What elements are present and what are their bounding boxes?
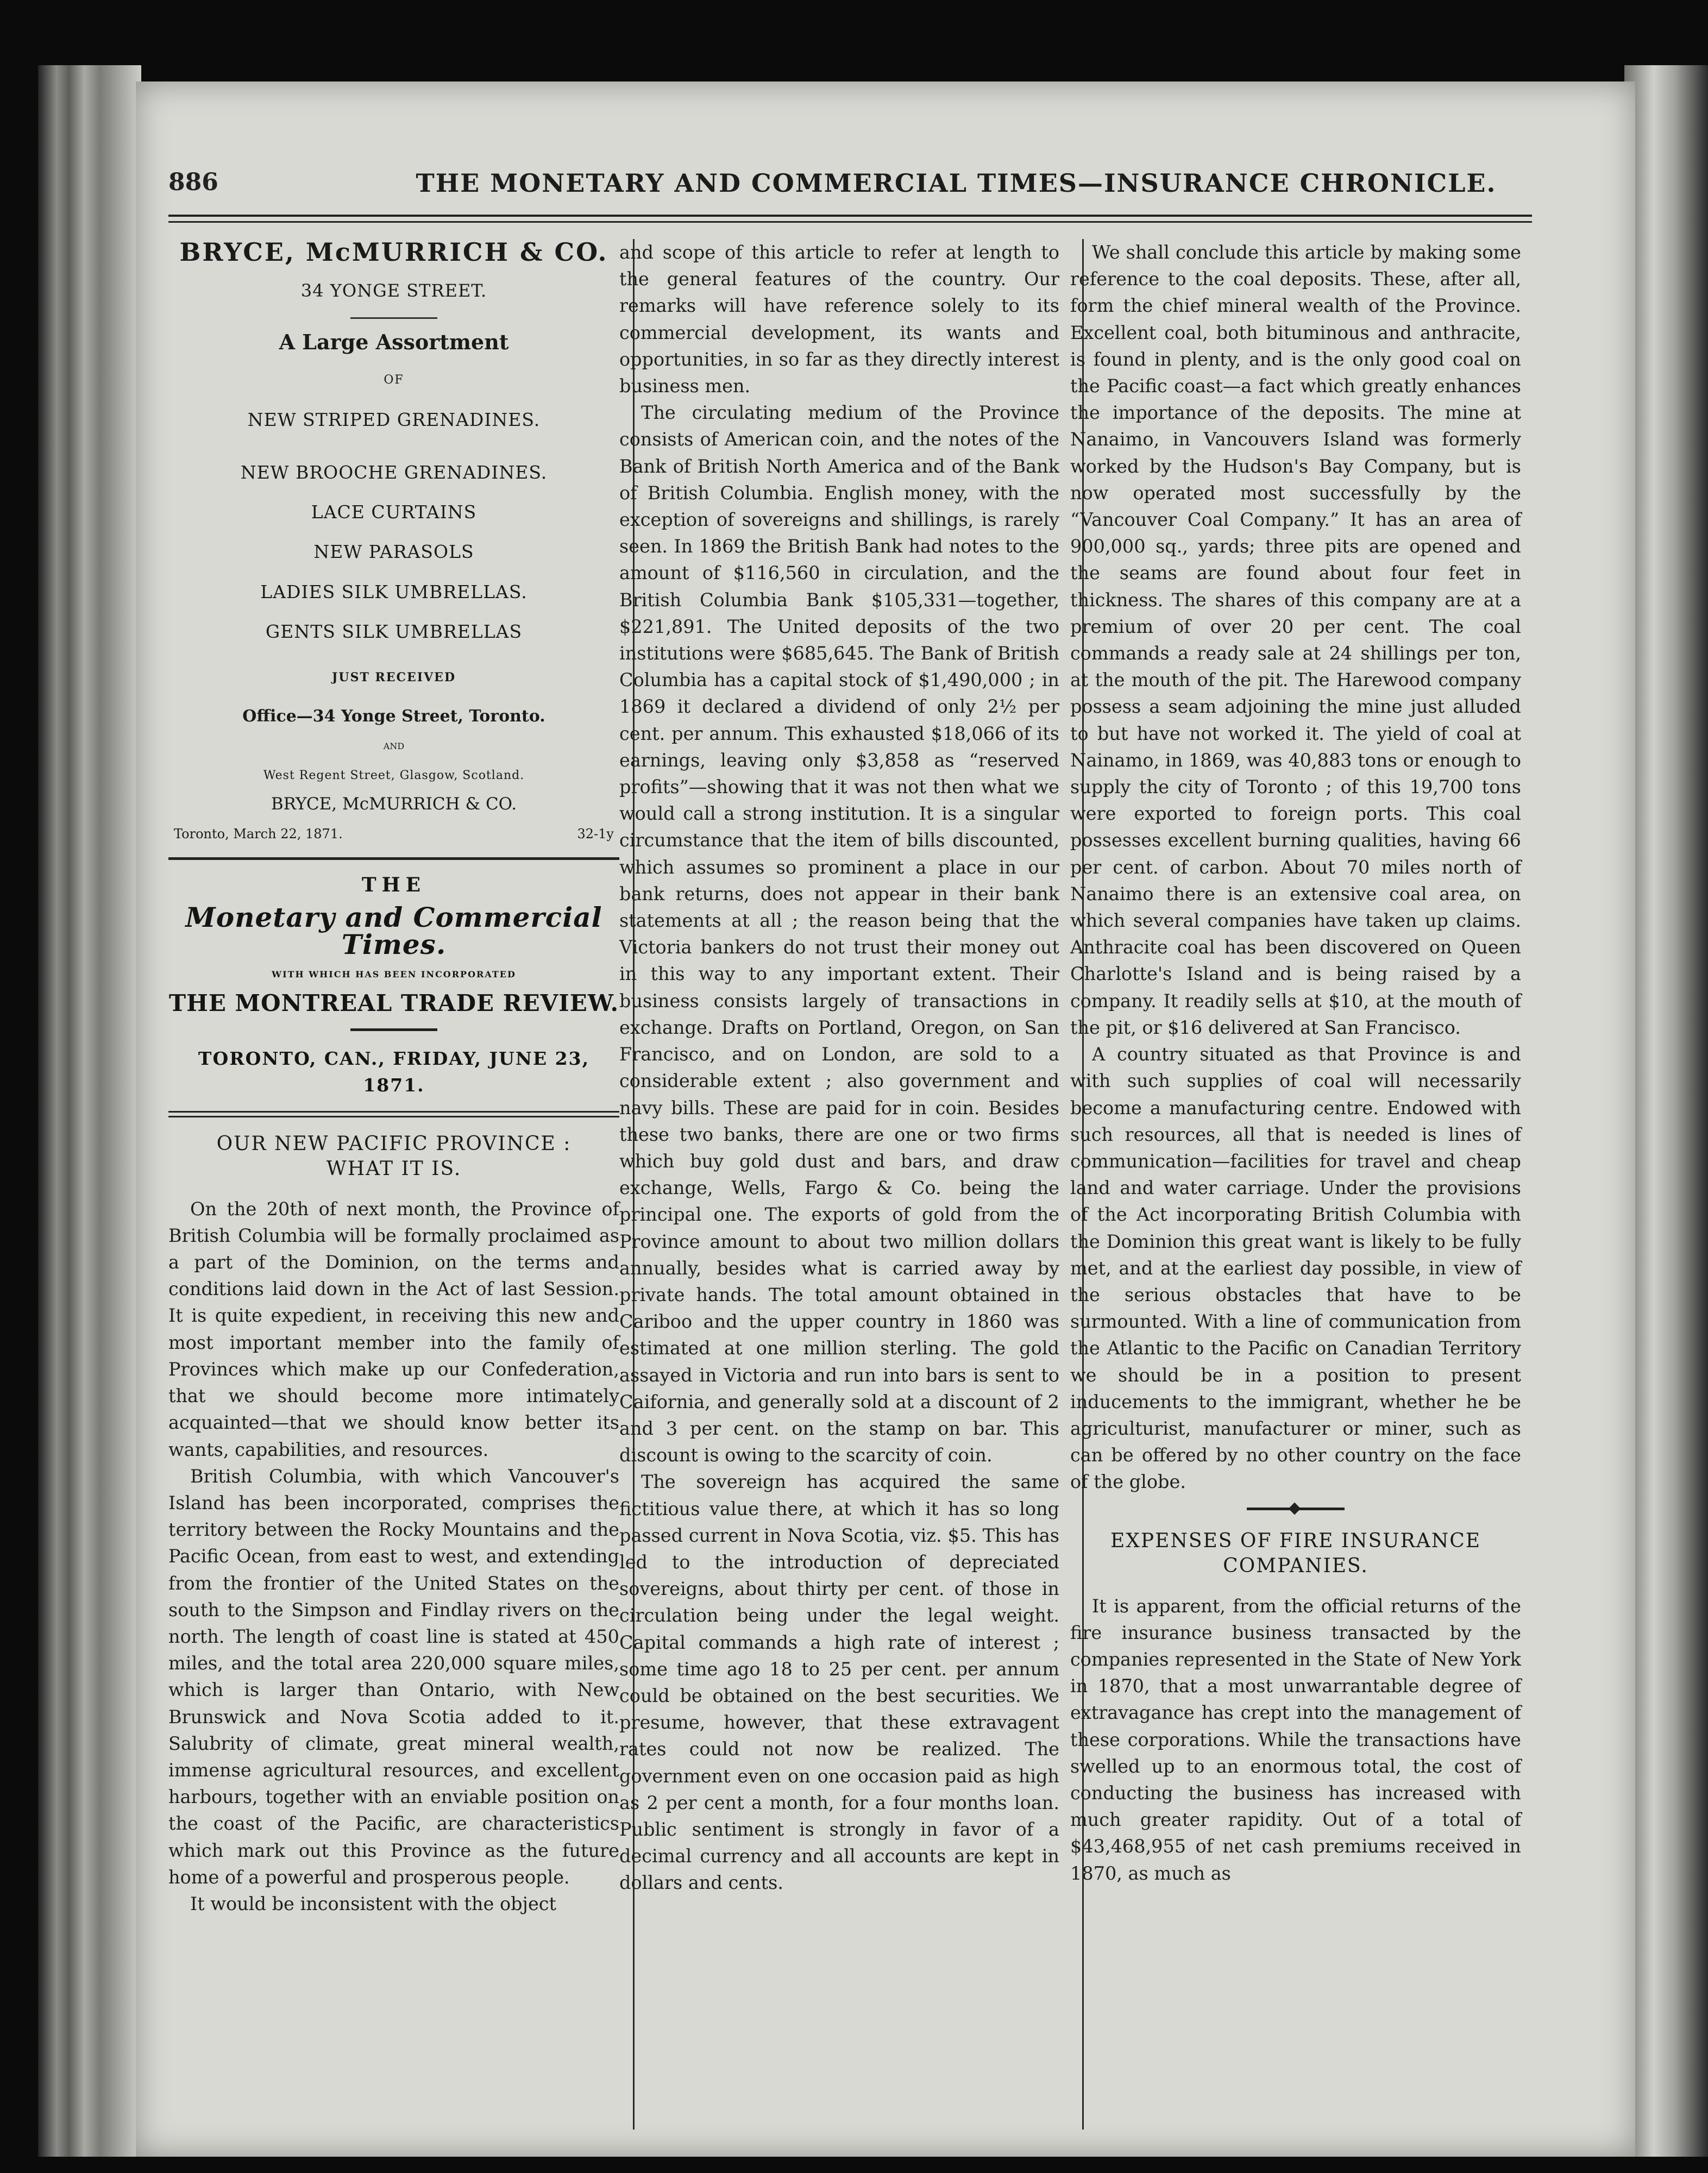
ad-item: NEW PARASOLS — [313, 541, 474, 563]
article-paragraph: On the 20th of next month, the Province of British Columbia will be formally proclaimed as a part of the Dominion, on the terms and conditions laid down in the Act of last Session. It is quite expedient, in receiving this new and most important member into the family of Provinces which make up our Confederation, that we should become more intimately acquainted—that we should know better its wants, capabilities, and resources. — [168, 1198, 619, 1460]
ad-item: NEW BROOCHE GRENADINES. — [240, 462, 548, 483]
running-head: THE MONETARY AND COMMERCIAL TIMES—INSURANCE CHRONICLE. — [416, 168, 1497, 198]
masthead-review: THE MONTREAL TRADE REVIEW. — [168, 990, 619, 1017]
column-3 — [1070, 239, 1521, 1887]
article-paragraph: It is apparent, from the official returns of the fire insurance business transacted by the companies represented in the State of New York in 1870, that a most unwarrantable degree of extravagance has crept into the management of these corporations. While the transactions have swelled up to an enormous total, the cost of conducting the business has increased with much greater rapidity. Out of a total of $43,468,955 of net cash premiums received in 1870, as much as — [1070, 1595, 1521, 1884]
article-paragraph: We shall conclude this article by making some reference to the coal deposits. These, after all, form the chief mineral wealth of the Province. Excellent coal, both bituminous and anthracite, is found in plenty, and is the only good coal on the Pacific coast—a fact which greatly enhances the importance of the deposits. The mine at Nanaimo, in Vancouvers Island was formerly worked by the Hudson's Bay Company, but is now operated most successfully by the “Vancouver Coal Company.” It has an area of 900,000 sq., yards; three pits are opened and the seams are found about four feet in thickness. The shares of this company are at a premium of over 20 per cent. The coal commands a ready sale at 24 shillings per ton, at the mouth of the pit. The Harewood company possess a seam adjoining the mine just alluded to but have not worked it. The yield of coal at Nainamo, in 1869, was 40,883 tons or enough to supply the city of Toronto ; of this 19,700 tons were exported to foreign ports. This coal possesses excellent burning qualities, having 66 per cent. of carbon. About 70 miles north of Nanaimo there is an extensive coal area, on which several companies have taken up claims. Anthracite coal has been discovered on Queen Charlotte's Island and is being raised by a company. It readily sells at $10, at the mouth of the pit, or $16 delivered at San Francisco. — [1070, 242, 1521, 1038]
masthead-separator — [168, 1111, 619, 1117]
ad-address: 34 YONGE STREET. — [300, 280, 487, 302]
ad-firm-name: BRYCE, McMURRICH & CO. — [179, 237, 608, 267]
article-paragraph: and scope of this article to refer at length to the general features of the country. Our remarks will have reference solely to its commercial development, its wants and opportunities, in so far as they directly interest business men. — [619, 242, 1059, 397]
column-2 — [619, 239, 1059, 1896]
article-heading-line: EXPENSES OF FIRE INSURANCE — [1110, 1529, 1481, 1552]
ad-of: OF — [384, 373, 404, 387]
article-heading — [168, 1132, 619, 1182]
masthead-title: Monetary and Commercial Times. — [185, 901, 602, 960]
article-heading-line: COMPANIES. — [1223, 1554, 1368, 1577]
ad-item: LACE CURTAINS — [311, 501, 477, 523]
masthead-rule — [350, 1028, 437, 1031]
ad-west-regent: West Regent Street, Glasgow, Scotland. — [263, 768, 525, 782]
ad-rule — [350, 317, 437, 319]
ad-item: LADIES SILK UMBRELLAS. — [260, 581, 528, 602]
ad-dateline — [174, 821, 614, 847]
ad-item: NEW STRIPED GRENADINES. — [247, 409, 541, 430]
article-heading-line: WHAT IT IS. — [326, 1157, 462, 1180]
advertisement — [168, 239, 619, 847]
article-paragraph: The circulating medium of the Province consists of American coin, and the notes of the Bank of British North America and of the Bank of British Columbia. English money, with the exception of sovereigns and shillings, is rarely seen. In 1869 the British Bank had notes to the amount of $116,560 in circulation, and the British Columbia Bank $105,331—together, $221,891. The United deposits of the two institutions were $685,645. The Bank of British Columbia has a capital stock of $1,490,000 ; in 1869 it declared a dividend of only 2½ per cent. per annum. This exhausted $18,066 of its earnings, leaving only $3,858 as “reserved profits”—showing that it was not then what we would call a strong institution. It is a singular circumstance that the item of bills discounted, which assumes so prominent a place in our bank returns, does not appear in their bank statements at all ; the reason being that the Victoria bankers do not trust their money out in this way to any important extent. Their business consists largely of transactions in exchange. Drafts on Portland, Oregon, on San Francisco, and on London, are sold to a considerable extent ; also government and navy bills. These are paid for in coin. Besides these two banks, there are one or two firms which buy gold dust and bars, and draw exchange, Wells, Fargo & Co. being the principal one. The exports of gold from the Province amount to about two million dollars annually, besides what is carried away by private hands. The total amount obtained in Cariboo and the upper country in 1860 was estimated at one million sterling. The gold assayed in Victoria and run into bars is sent to Caifornia, and generally sold at a discount of 2 and 3 per cent. on the stamp on bar. This discount is owing to the scarcity of coin. — [619, 402, 1059, 1466]
book-page-edge-right — [1624, 65, 1708, 2157]
article-paragraph: British Columbia, with which Vancouver's Island has been incorporated, comprises the territory between the Rocky Mountains and the Pacific Ocean, from east to west, and extending from the frontier of the United States on the south to the Simpson and Findlay rivers on the north. The length of coast line is stated at 450 miles, and the total area 220,000 square miles, which is larger than Ontario, with New Brunswick and Nova Scotia added to it. Salubrity of climate, great mineral wealth, immense agricultural resources, and excellent harbours, together with an enviable position on the coast of the Pacific, are characteristics which mark out this Province as the future home of a powerful and prosperous people. — [168, 1465, 619, 1888]
masthead — [168, 872, 619, 1098]
ad-separator — [168, 857, 619, 860]
article-paragraph: A country situated as that Province is and with such supplies of coal will necessarily become a manufacturing centre. Endowed with such resources, all that is needed is lines of communication—facilities for travel and cheap land and water carriage. Under the provisions of the Act incorporating British Columbia with the Dominion this great want is likely to be fully met, and at the earliest day possible, in view of the serious obstacles that have to be surmounted. With a line of communication from the Atlantic to the Pacific on Canadian Territory we should be in a position to present inducements to the immigrant, whether he be agriculturist, manufacturer or miner, such as can be offered by no other country on the face of the globe. — [1070, 1044, 1521, 1493]
ad-office: Office—34 Yonge Street, Toronto. — [242, 707, 545, 726]
ad-code: 32-1y — [577, 826, 614, 842]
ad-headline: A Large Assortment — [279, 330, 509, 355]
page-number: 886 — [168, 168, 218, 196]
ad-date: Toronto, March 22, 1871. — [174, 826, 343, 842]
masthead-the: THE — [361, 874, 426, 897]
section-ornament — [1247, 1508, 1345, 1510]
article-paragraph: It would be inconsistent with the object — [190, 1893, 556, 1914]
header-rule — [168, 215, 1532, 223]
ad-and: AND — [383, 741, 405, 752]
ad-just-received: JUST RECEIVED — [331, 670, 456, 685]
masthead-incorporated: WITH WHICH HAS BEEN INCORPORATED — [272, 969, 516, 979]
column-1 — [168, 239, 619, 1917]
book-binding-left — [38, 65, 141, 2157]
article-heading — [1070, 1529, 1521, 1579]
ad-firm-signature: BRYCE, McMURRICH & CO. — [271, 794, 517, 814]
article-heading-line: OUR NEW PACIFIC PROVINCE : — [216, 1132, 572, 1155]
ad-item: GENTS SILK UMBRELLAS — [265, 620, 523, 642]
page-header — [168, 168, 1554, 217]
newspaper-page — [136, 81, 1635, 2157]
article-paragraph: The sovereign has acquired the same fictitious value there, at which it has so long passed current in Nova Scotia, viz. $5. This has led to the introduction of depreciated sovereigns, about thirty per cent. of those in circulation being under the legal weight. Capital commands a high rate of interest ; some time ago 18 to 25 per cent. per annum could be obtained on the best securities. We presume, however, that these extravagent rates could not now be realized. The government even on one occasion paid as high as 2 per cent a month, for a four months loan. Public sentiment is strongly in favor of a decimal currency and all accounts are kept in dollars and cents. — [619, 1471, 1059, 1894]
masthead-dateline: TORONTO, CAN., FRIDAY, JUNE 23, 1871. — [198, 1048, 590, 1096]
